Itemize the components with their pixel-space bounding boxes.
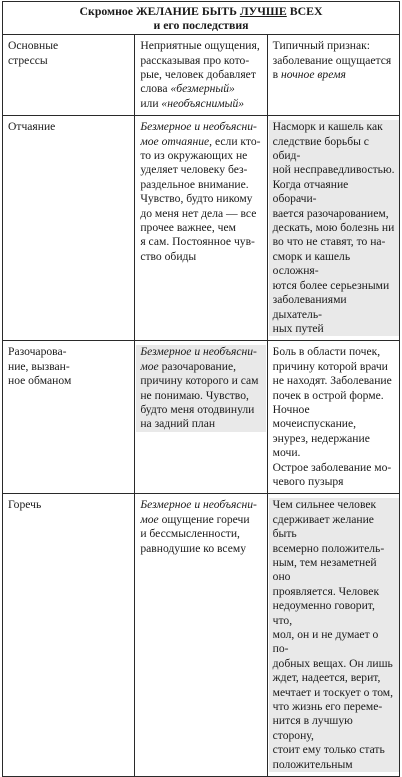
sign-line: добных вещах. Он лишь <box>272 656 393 670</box>
stress-sign <box>267 341 399 494</box>
stress-sign <box>267 494 399 777</box>
sign-line: стоит ему только стать <box>272 743 385 757</box>
sign-line: всемерно положитель- <box>272 541 385 555</box>
sign-line: ются более серьезными <box>272 278 390 292</box>
header-col3-line: Типичный признак: <box>272 39 370 53</box>
feel-rest-first: разочарование, <box>158 359 237 373</box>
feel-italic-line: мое отчаяние, <box>140 134 213 148</box>
feel-line: и бессмысленности, <box>140 527 240 541</box>
feel-line: причину которого и сам <box>140 374 259 388</box>
feel-rest-first: ощущение горечи <box>158 512 250 526</box>
feel-shaded-block <box>136 345 265 431</box>
sign-line: мечтает и тоскует о том, <box>272 685 394 699</box>
table-title <box>3 2 400 35</box>
sign-line: Когда отчаяние оборачи- <box>272 177 349 206</box>
feel-line: прочее важнее, чем <box>140 221 236 235</box>
title-part2: ВСЕХ <box>286 4 323 18</box>
title-part1: Скромное ЖЕЛАНИЕ БЫТЬ <box>79 4 240 18</box>
table-row <box>3 116 400 341</box>
stress-feelings <box>135 341 267 494</box>
header-col2-or: или <box>140 96 162 110</box>
sign-line: ной несправедливостью. <box>272 163 395 177</box>
header-col2-line: слова <box>140 82 171 96</box>
header-col3-line: в <box>272 68 282 81</box>
stress-feelings <box>135 494 267 777</box>
header-feelings <box>135 35 267 116</box>
title-underlined-word: ЛУЧШЕ <box>239 4 287 18</box>
feel-line: ство обиды <box>140 249 197 263</box>
header-col3-line: заболевание ощущается <box>272 53 392 67</box>
feel-line: равнодушие ко всему <box>140 541 246 555</box>
stress-sign <box>267 116 399 341</box>
document-page <box>2 1 400 771</box>
sign-line: Ночное мочеиспускание, <box>272 402 357 431</box>
table-row <box>3 494 400 777</box>
header-col2-line: рассказывая про кото- <box>140 53 250 67</box>
sign-line: дескать, мою болезнь ни <box>272 221 395 235</box>
stress-feelings <box>135 116 267 341</box>
stress-name-line: ное обманом <box>8 374 72 388</box>
feel-line: Чувство, будто никому <box>140 192 253 206</box>
sign-line: Острое заболевание мо- <box>272 460 392 474</box>
feel-line: то из окружающих не <box>140 149 248 163</box>
feel-line: на задний план <box>140 417 216 431</box>
stress-name-line: ние, вызван- <box>8 359 70 373</box>
sign-line: следствие борьбы с обид- <box>272 134 369 163</box>
sign-line: Насморк и кашель как <box>272 120 383 134</box>
sign-line: положительным <box>272 757 353 771</box>
sign-shaded-block <box>269 120 399 336</box>
sign-line: недоуменно говорит, что, <box>272 599 375 627</box>
header-col2-italic: «безмерный» <box>170 82 235 96</box>
sign-line: энурез, недержание мочи. <box>272 431 370 460</box>
header-col1-line: Основные <box>8 39 59 53</box>
sign-line: во что не ставят, то на- <box>272 235 386 249</box>
header-col2-italic: «необъяснимый» <box>161 96 245 110</box>
header-sign <box>267 35 399 116</box>
table-row <box>3 341 400 494</box>
title-row <box>3 2 400 35</box>
title-line2: и его последствия <box>153 17 249 32</box>
header-col2-line: рые, человек добавляет <box>140 68 256 81</box>
feel-italic-line: Безмерное и необъясни- <box>140 498 257 512</box>
feel-italic-line: Безмерное и необъясни- <box>140 120 257 134</box>
sign-line: ным, тем незаметней оно <box>272 556 377 584</box>
sign-line: заболеваниями дыхатель- <box>272 293 347 321</box>
sign-line: сдерживает желание быть <box>272 512 374 541</box>
feel-line: я сам. Постоянное чув- <box>140 235 255 249</box>
stress-name <box>3 341 135 494</box>
stress-name-line: Отчаяние <box>8 120 56 134</box>
sign-shaded-block <box>269 498 399 772</box>
sign-line: почек в острой форме. <box>272 388 384 402</box>
header-col3-italic: ночное время <box>281 68 346 81</box>
feel-line: до меня нет дела — все <box>140 206 257 220</box>
sign-line: проявляется. Человек <box>272 584 380 598</box>
feel-italic-line: мое <box>140 359 159 373</box>
sign-line: причину которой врачи <box>272 359 388 373</box>
header-stresses <box>3 35 135 116</box>
stress-table <box>2 1 400 777</box>
header-row <box>3 35 400 116</box>
sign-line: нится в лучшую сторону, <box>272 714 353 742</box>
sign-line: чевого пузыря <box>272 474 344 488</box>
sign-line: вается разочарованием, <box>272 206 389 220</box>
sign-line: ных путей <box>272 321 324 335</box>
stress-name-line: Горечь <box>8 498 42 512</box>
feel-italic-line: Безмерное и необъясни- <box>140 345 257 359</box>
sign-line: Боль в области почек, <box>272 345 381 359</box>
feel-line: уделяет человеку без- <box>140 163 248 177</box>
stress-name <box>3 116 135 341</box>
sign-line: не находят. Заболевание <box>272 374 392 388</box>
stress-name <box>3 494 135 777</box>
header-col1-line: стрессы <box>8 53 48 67</box>
header-col2-line: Неприятные ощущения, <box>140 39 260 53</box>
sign-line: Чем сильнее человек <box>272 498 377 512</box>
sign-line: мол, он и не думает о по- <box>272 628 379 656</box>
sign-line: ждет, надеется, верит, <box>272 671 381 685</box>
sign-line: что жизнь его переме- <box>272 700 383 714</box>
feel-rest-first: если кто- <box>212 134 261 148</box>
stress-name-line: Разочарова- <box>8 345 67 359</box>
feel-line: раздельное внимание. <box>140 177 249 191</box>
feel-line: будто меня отодвинули <box>140 402 255 416</box>
feel-italic-line: мое <box>140 512 159 526</box>
feel-line: не понимаю. Чувство, <box>140 388 249 402</box>
sign-line: сморк и кашель осложня- <box>272 249 351 278</box>
